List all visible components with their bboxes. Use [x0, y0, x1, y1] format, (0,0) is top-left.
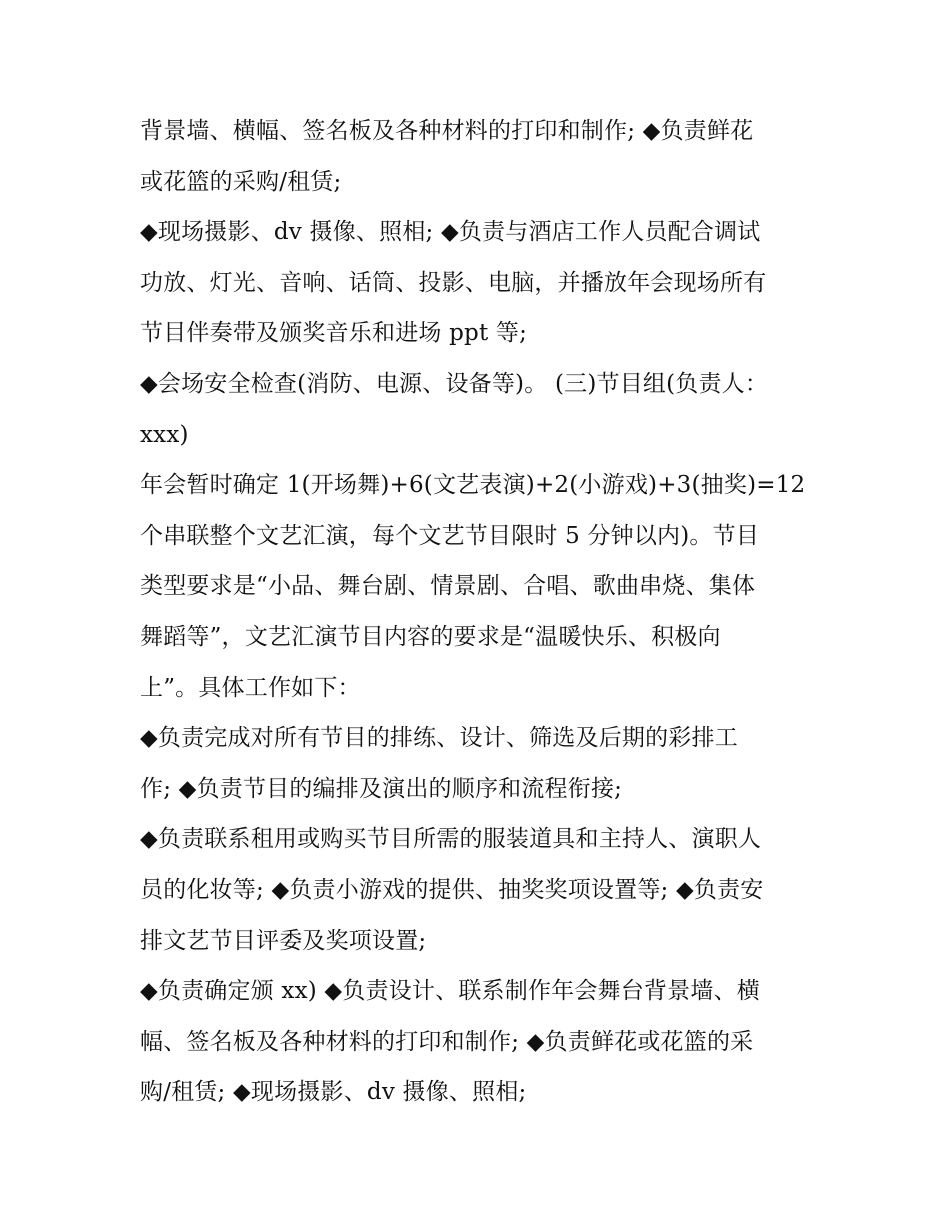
text-line: xxx) — [140, 421, 189, 448]
text-line: 员的化妆等; ◆负责小游戏的提供、抽奖奖项设置等; ◆负责安 — [140, 876, 764, 903]
text-line: ◆现场摄影、dv 摄像、照相; ◆负责与酒店工作人员配合调试 — [140, 219, 761, 246]
body-text — [140, 106, 820, 1118]
text-line: 或花篮的采购/租赁; — [140, 168, 342, 195]
text-line: 个串联整个文艺汇演，每个文艺节目限时 5 分钟以内)。节目 — [140, 522, 760, 549]
text-line: ◆负责确定颁 xx) ◆负责设计、联系制作年会舞台背景墙、横 — [140, 978, 760, 1005]
text-line: 舞蹈等”，文艺汇演节目内容的要求是“温暖快乐、积极向 — [140, 623, 721, 650]
text-line: ◆负责联系租用或购买节目所需的服装道具和主持人、演职人 — [140, 826, 762, 853]
text-line: ◆会场安全检查(消防、电源、设备等)。 (三)节目组(负责人： — [140, 370, 769, 397]
text-line: 功放、灯光、音响、话筒、投影、电脑，并播放年会现场所有 — [140, 269, 767, 296]
text-line: 类型要求是“小品、舞台剧、情景剧、合唱、歌曲串烧、集体 — [140, 573, 756, 600]
text-line: 节目伴奏带及颁奖音乐和进场 ppt 等; — [140, 320, 528, 347]
text-line: 背景墙、横幅、签名板及各种材料的打印和制作; ◆负责鲜花 — [140, 118, 754, 144]
text-line: 购/租赁; ◆现场摄影、dv 摄像、照相; — [140, 1079, 527, 1106]
text-line: 作; ◆负责节目的编排及演出的顺序和流程衔接; — [140, 775, 623, 802]
text-line: 排文艺节目评委及奖项设置; — [140, 927, 427, 954]
text-line: 上”。具体工作如下： — [140, 674, 361, 701]
text-line: ◆负责完成对所有节目的排练、设计、筛选及后期的彩排工 — [140, 725, 738, 752]
text-line: 年会暂时确定 1(开场舞)+6(文艺表演)+2(小游戏)+3(抽奖)=12 — [140, 472, 806, 499]
text-line: 幅、签名板及各种材料的打印和制作; ◆负责鲜花或花篮的采 — [140, 1028, 754, 1055]
